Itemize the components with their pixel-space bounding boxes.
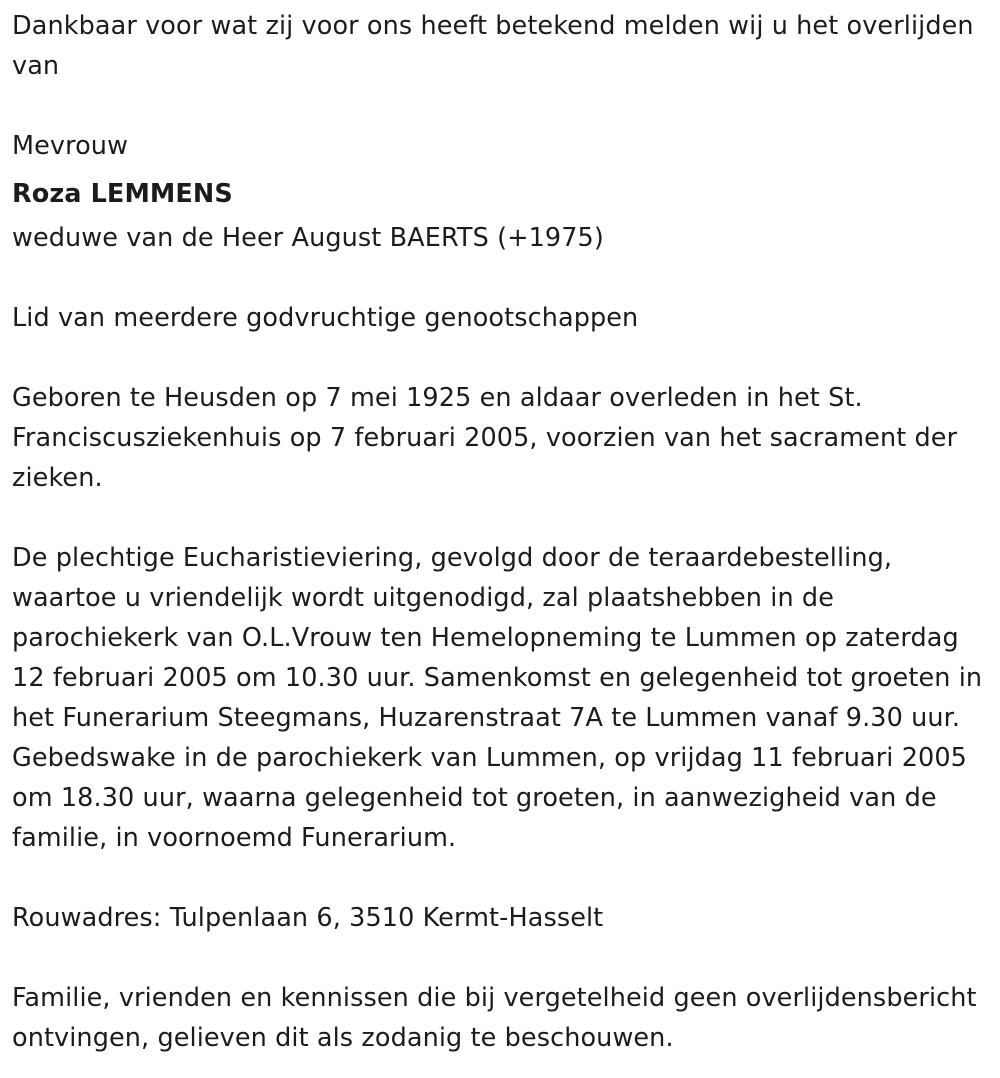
intro-paragraph: Dankbaar voor wat zij voor ons heeft betekend melden wij u het overlijden van <box>12 11 974 81</box>
honorific: Mevrouw <box>12 131 129 161</box>
closing-paragraph: Familie, vrienden en kennissen die bij vergetelheid geen overlijdensbericht ontvingen, gelieven dit als zodanig te beschouwen. <box>12 983 977 1053</box>
spacer <box>12 858 992 898</box>
spacer <box>12 338 992 378</box>
spouse-line: weduwe van de Heer August BAERTS (+1975) <box>12 223 604 253</box>
spacer <box>12 86 992 126</box>
deceased-name: Roza LEMMENS <box>12 179 233 209</box>
spacer <box>12 258 992 298</box>
membership-line: Lid van meerdere godvruchtige genootschappen <box>12 303 639 333</box>
obituary-notice <box>12 6 992 1058</box>
ceremony-paragraph: De plechtige Eucharistieviering, gevolgd door de teraardebestelling, waartoe u vriendelijk wordt uitgenodigd, zal plaatshebben in de parochiekerk van O.L.Vrouw ten Hemelopneming te Lummen op zaterdag 12 februari 2005 om 10.30 uur. Samenkomst en gelegenheid tot groeten in het Funerarium Steegmans, Huzarenstraat 7A te Lummen vanaf 9.30 uur. Gebedswake in de parochiekerk van Lummen, op vrijdag 11 februari 2005 om 18.30 uur, waarna gelegenheid tot groeten, in aanwezigheid van de familie, in voornoemd Funerarium. <box>12 543 983 853</box>
spacer <box>12 498 992 538</box>
spacer <box>12 938 992 978</box>
address-line: Rouwadres: Tulpenlaan 6, 3510 Kermt-Hasselt <box>12 903 604 933</box>
birth-death-paragraph: Geboren te Heusden op 7 mei 1925 en aldaar overleden in het St. Franciscusziekenhuis op 7 februari 2005, voorzien van het sacrament der zieken. <box>12 383 958 493</box>
